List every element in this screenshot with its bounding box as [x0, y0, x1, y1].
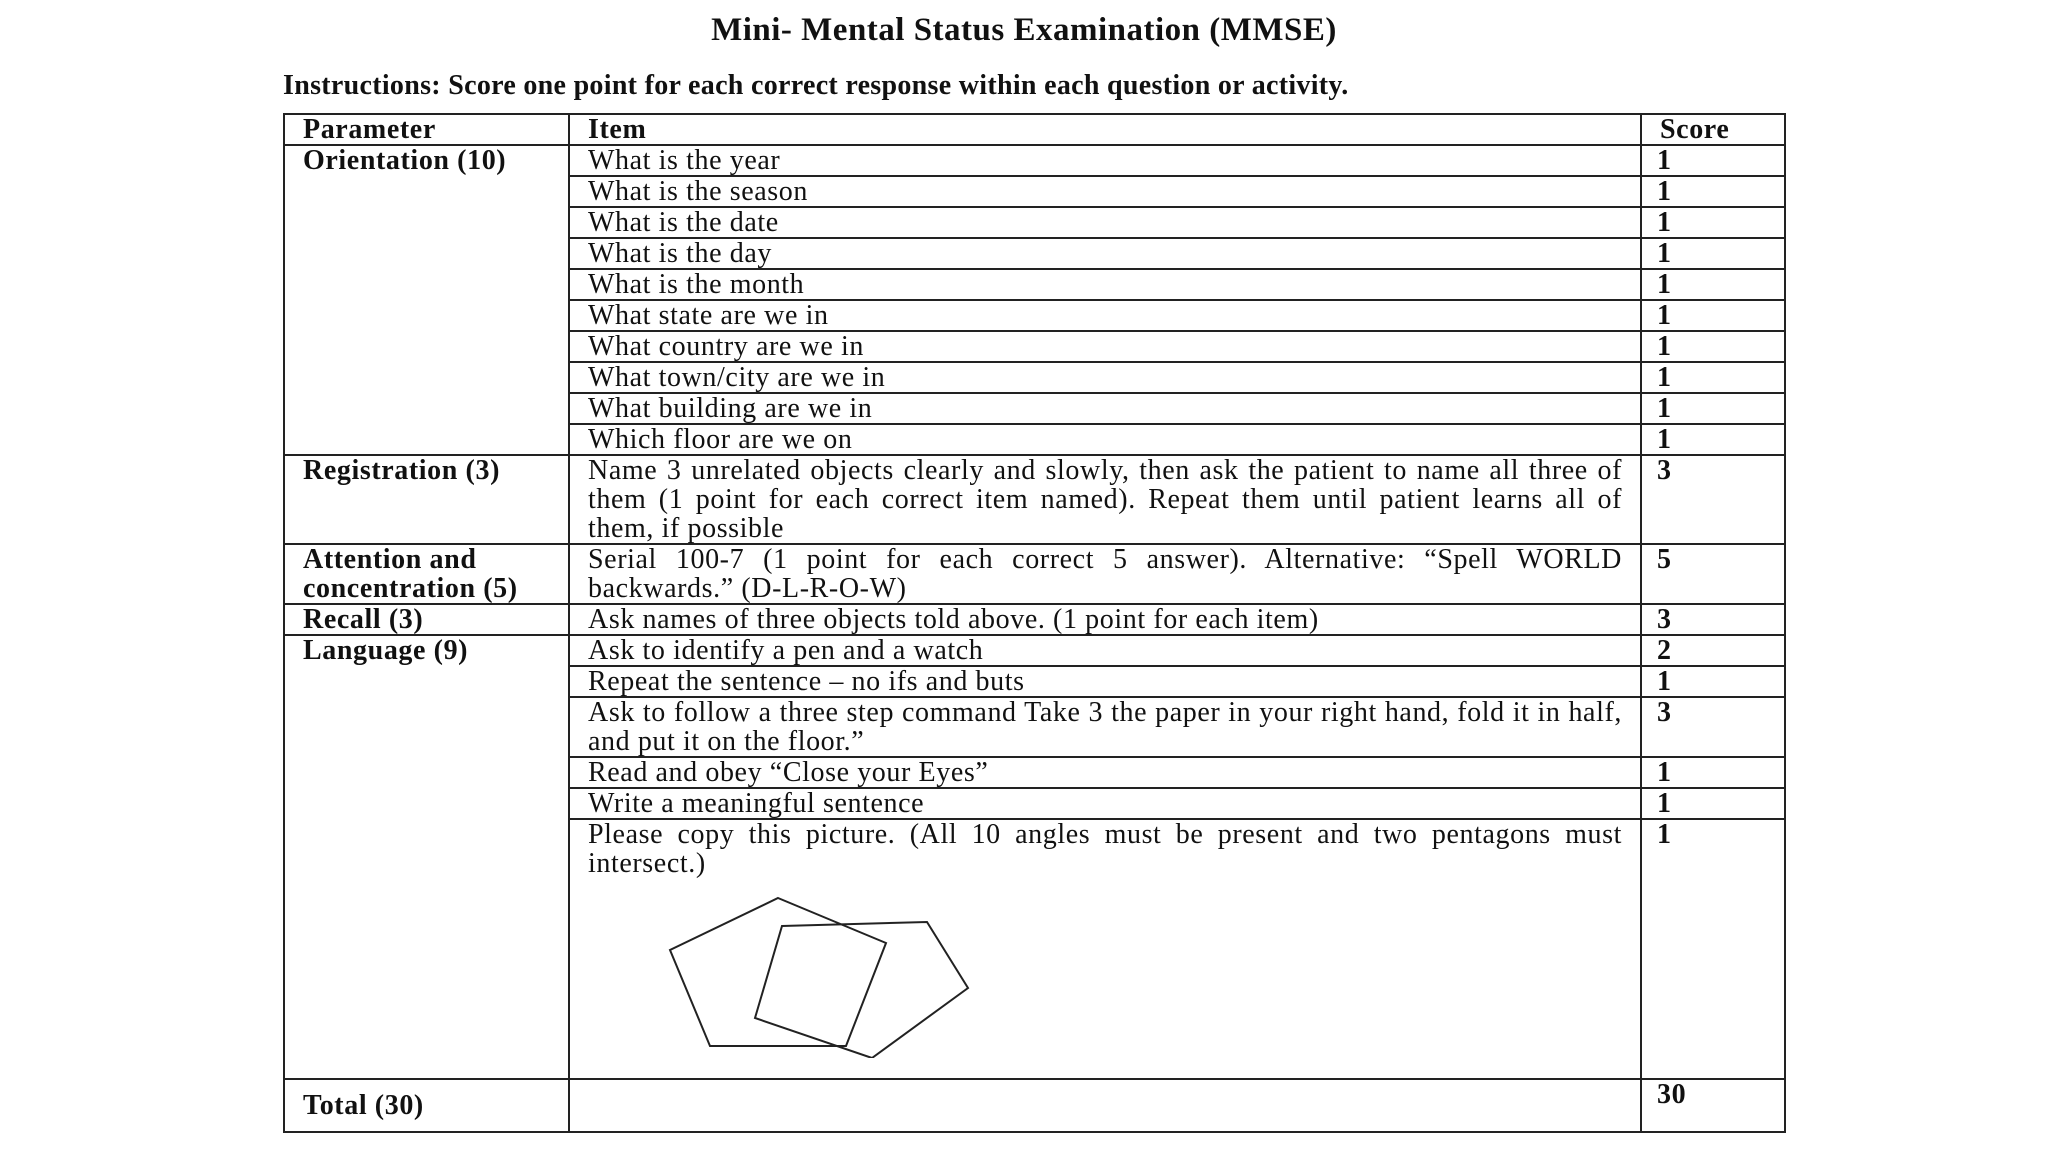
score-cell: 3	[1641, 604, 1785, 635]
item-cell: Name 3 unrelated objects clearly and slowly, then ask the patient to name all three of them (1 point for each correct item named). Repeat them until patient learns all of them, if possible	[569, 455, 1641, 544]
score-cell: 3	[1641, 697, 1785, 757]
item-cell: Repeat the sentence – no ifs and buts	[569, 666, 1641, 697]
header-row	[284, 114, 1785, 145]
pentagon-left	[670, 898, 886, 1046]
score-cell: 1	[1641, 819, 1785, 1079]
item-cell: Which floor are we on	[569, 424, 1641, 455]
item-cell: What building are we in	[569, 393, 1641, 424]
page-title: Mini- Mental Status Examination (MMSE)	[711, 12, 1337, 48]
orientation-label: Orientation (10)	[284, 145, 569, 455]
item-cell: Serial 100-7 (1 point for each correct 5 answer). Alternative: “Spell WORLD backwards.” (D-L-R-O-W)	[569, 544, 1641, 604]
score-cell: 1	[1641, 176, 1785, 207]
total-empty-cell	[569, 1079, 1641, 1132]
recall-label: Recall (3)	[284, 604, 569, 635]
item-cell: What is the day	[569, 238, 1641, 269]
table-row	[284, 635, 1785, 666]
header-parameter: Parameter	[284, 114, 569, 145]
copy-picture-text: Please copy this picture. (All 10 angles must be present and two pentagons must intersect.)	[588, 819, 1622, 879]
score-cell: 1	[1641, 666, 1785, 697]
score-cell: 1	[1641, 424, 1785, 455]
table-row	[284, 544, 1785, 604]
table-row	[284, 455, 1785, 544]
item-cell	[569, 819, 1641, 1079]
intersecting-pentagons-figure	[588, 888, 988, 1058]
score-cell: 1	[1641, 300, 1785, 331]
item-cell: Write a meaningful sentence	[569, 788, 1641, 819]
table-row	[284, 145, 1785, 176]
item-cell: What is the year	[569, 145, 1641, 176]
item-cell: What is the season	[569, 176, 1641, 207]
total-label: Total (30)	[284, 1079, 569, 1132]
score-cell: 1	[1641, 362, 1785, 393]
item-cell: What state are we in	[569, 300, 1641, 331]
score-cell: 1	[1641, 757, 1785, 788]
item-cell: What town/city are we in	[569, 362, 1641, 393]
header-score: Score	[1641, 114, 1785, 145]
header-item: Item	[569, 114, 1641, 145]
item-cell: What is the month	[569, 269, 1641, 300]
score-cell: 1	[1641, 145, 1785, 176]
table-row	[284, 604, 1785, 635]
score-cell: 1	[1641, 269, 1785, 300]
item-cell: Read and obey “Close your Eyes”	[569, 757, 1641, 788]
score-cell: 2	[1641, 635, 1785, 666]
item-cell: Ask to follow a three step command Take 3 the paper in your right hand, fold it in half, and put it on the floor.”	[569, 697, 1641, 757]
score-cell: 5	[1641, 544, 1785, 604]
score-cell: 1	[1641, 393, 1785, 424]
item-cell: Ask names of three objects told above. (1 point for each item)	[569, 604, 1641, 635]
score-cell: 1	[1641, 238, 1785, 269]
score-cell: 3	[1641, 455, 1785, 544]
registration-label: Registration (3)	[284, 455, 569, 544]
attention-label: Attention and concentration (5)	[284, 544, 569, 604]
mmse-table	[283, 113, 1786, 1133]
score-cell: 1	[1641, 331, 1785, 362]
total-score: 30	[1641, 1079, 1785, 1132]
pentagon-right	[755, 922, 968, 1058]
language-label: Language (9)	[284, 635, 569, 1079]
score-cell: 1	[1641, 788, 1785, 819]
instructions: Instructions: Score one point for each correct response within each question or activity.	[283, 70, 1349, 101]
item-cell: What is the date	[569, 207, 1641, 238]
score-cell: 1	[1641, 207, 1785, 238]
item-cell: Ask to identify a pen and a watch	[569, 635, 1641, 666]
total-row	[284, 1079, 1785, 1132]
item-cell: What country are we in	[569, 331, 1641, 362]
